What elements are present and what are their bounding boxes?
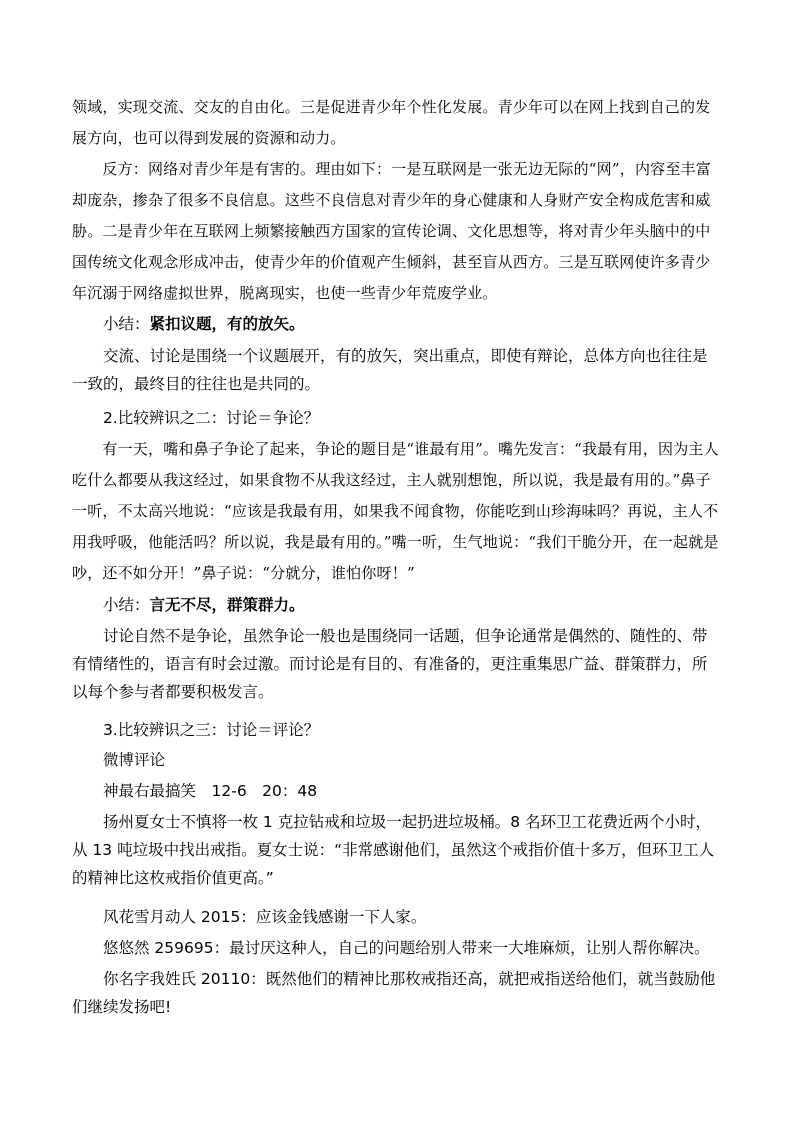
section-heading-3: 3.比较辨识之三：讨论＝评论？ [72,721,320,739]
summary-text: 言无不尽，群策群力。 [149,596,305,614]
mouth-nose-story: 有一天，嘴和鼻子争论了起来，争论的题目是“谁最有用”。嘴先发言：“我最有用，因为主人吃什么都要从我这经过，如果食物不从我这经过，主人就别想饱，所以说，我是最有用的。”鼻子一听，不太高兴地说：“应该是我最有用，如果我不闻食物，你能吃到山珍海味吗？再说，主人不用我呼吸，他能活吗？所以说，我是最有用的。”嘴一听，生气地说：“我们干脆分开，在一起就是吵，还不如分开！”鼻子说：“分就分，谁怕你呀！” [72,440,719,582]
comment-2: 悠悠然 259695：最讨厌这种人，自己的问题给别人带来一大堆麻烦，让别人帮你解决。 [72,939,710,957]
comment-1: 风花雪月动人 2015：应该金钱感谢一下人家。 [72,908,427,926]
weibo-post: 扬州夏女士不慎将一枚 1 克拉钻戒和垃圾一起扔进垃圾桶。8 名环卫工花费近两个小时，从 13 吨垃圾中找出戒指。夏女士说：“非常感谢他们，虽然这个戒指价值十多万，但环卫工人的精神比这枚戒指价值更高。” [72,813,715,887]
comment-3: 你名字我姓氏 20110：既然他们的精神比那枚戒指还高，就把戒指送给他们，就当鼓励他们继续发扬吧! [72,970,716,1016]
summary-1 [72,310,722,338]
discussion-paragraph: 交流、讨论是围绕一个议题展开，有的放矢，突出重点，即使有辩论，总体方向也往往是一致的，最终目的往往也是共同的。 [72,347,708,393]
summary-label: 小结： [72,596,150,614]
section-heading-2: 2.比较辨识之二：讨论＝争论？ [72,409,320,427]
intro-paragraph-continued: 领域，实现交流、交友的自由化。三是促进青少年个性化发展。青少年可以在网上找到自己的发展方向，也可以得到发展的资源和动力。 [72,98,711,147]
weibo-title: 微博评论 [72,751,166,769]
summary-2 [72,591,722,619]
weibo-meta: 神最右最搞笑 12-6 20：48 [72,782,318,800]
summary-label: 小结： [72,315,150,333]
opposing-side-paragraph: 反方：网络对青少年是有害的。理由如下：一是互联网是一张无边无际的“网”，内容至丰富却庞杂，掺杂了很多不良信息。这些不良信息对青少年的身心健康和人身财产安全构成危害和威胁。二是青少年在互联网上频繁接触西方国家的宣传论调、文化思想等，将对青少年头脑中的中国传统文化观念形成冲击，使青少年的价值观产生倾斜，甚至盲从西方。三是互联网使许多青少年沉溺于网络虚拟世界，脱离现实，也使一些青少年荒废学业。 [72,160,711,302]
summary-text: 紧扣议题，有的放矢。 [149,315,305,333]
argument-paragraph: 讨论自然不是争论，虽然争论一般也是围绕同一话题，但争论通常是偶然的、随性的、带有情绪性的，语言有时会过激。而讨论是有目的、有准备的，更注重集思广益、群策群力，所以每个参与者都要积极发言。 [72,627,708,701]
